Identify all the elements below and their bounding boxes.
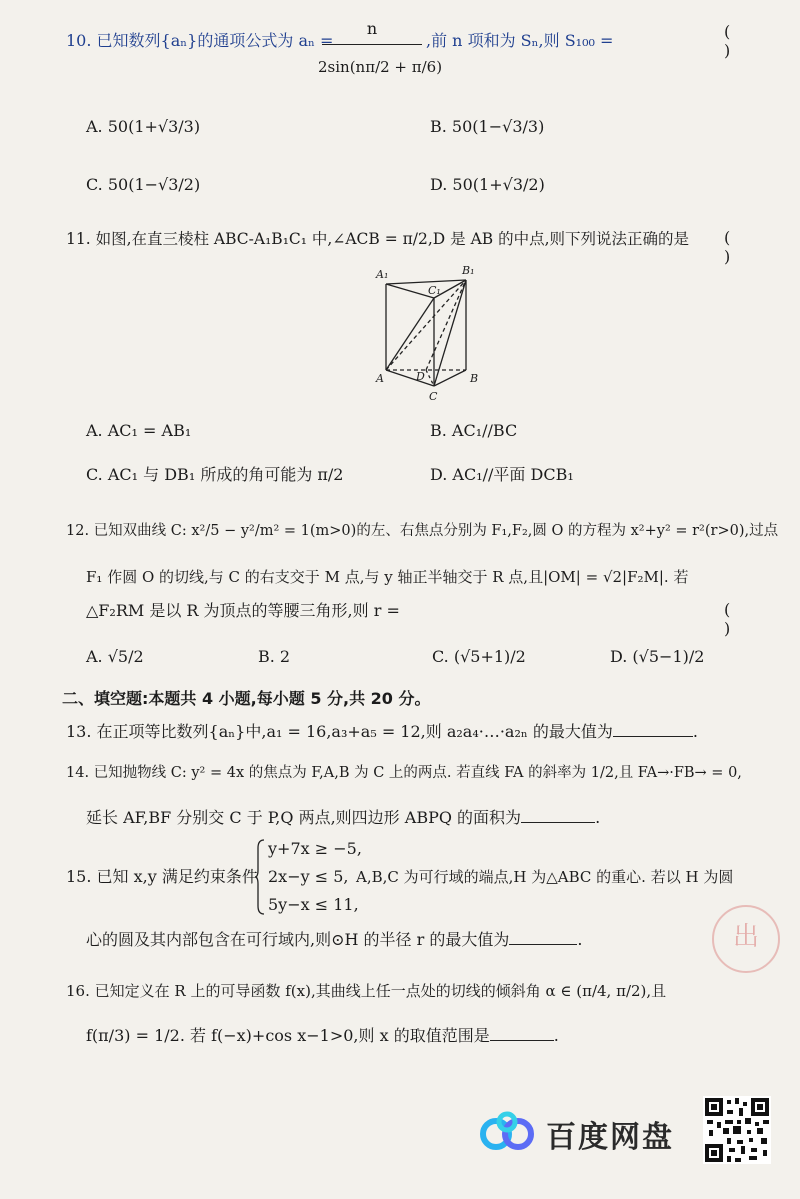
q15-blank <box>509 928 577 945</box>
qr-code-icon <box>703 1096 771 1164</box>
q16-line2-text: f(π/3) = 1/2. 若 f(−x)+cos x−1>0,则 x 的取值范围是 <box>86 1026 490 1045</box>
q15-suffix: A,B,C 为可行域的端点,H 为△ABC 的重心. 若以 H 为圆 <box>356 868 734 886</box>
q15-constraint-2: 2x−y ≤ 5, <box>268 867 349 886</box>
label-b: B <box>470 372 479 385</box>
q15-constraint-1: y+7x ≥ −5, <box>268 839 362 858</box>
red-stamp-mark: 出 <box>712 905 780 973</box>
q16-line2 <box>86 1024 559 1047</box>
q14-line2-text: 延长 AF,BF 分别交 C 于 P,Q 两点,则四边形 ABPQ 的面积为 <box>86 808 522 827</box>
q16-line1: 16. 已知定义在 R 上的可导函数 f(x),其曲线上任一点处的切线的倾斜角 α ∈ (π/4, π/2),且 <box>66 982 667 1000</box>
segment-a-b1 <box>386 280 466 370</box>
q15-prefix: 15. 已知 x,y 满足约束条件 <box>66 867 258 886</box>
edge-c-b <box>434 370 466 386</box>
prism-figure <box>370 262 490 412</box>
q13-line <box>66 720 698 743</box>
q10-stem <box>66 30 333 52</box>
q12-line3: △F₂RM 是以 R 为顶点的等腰三角形,则 r = <box>86 601 400 620</box>
q10-stem-text: 10. 已知数列{aₙ}的通项公式为 aₙ = <box>66 31 334 50</box>
q16-end: . <box>553 1026 559 1045</box>
q11-option-c: C. AC₁ 与 DB₁ 所成的角可能为 π/2 <box>86 465 344 484</box>
q12-answer-paren: ( ) <box>724 600 759 638</box>
label-b1: B₁ <box>462 264 475 277</box>
q11-option-d: D. AC₁//平面 DCB₁ <box>430 465 574 484</box>
q10-formula-num: n <box>366 19 378 38</box>
q10-tail: ,前 n 项和为 Sₙ,则 S₁₀₀ = <box>426 31 614 50</box>
segment-a-c1 <box>386 298 434 370</box>
q15-line2 <box>86 928 582 951</box>
edge-a1-c1 <box>386 284 434 298</box>
label-c: C <box>429 390 438 403</box>
q12-option-d: D. (√5−1)/2 <box>610 647 705 666</box>
q12-line2: F₁ 作圆 O 的切线,与 C 的右支交于 M 点,与 y 轴正半轴交于 R 点,且|OM| = √2|F₂M|. 若 <box>86 568 689 586</box>
q10-fraction-bar <box>322 44 422 45</box>
baidu-netdisk-logo-icon <box>478 1108 538 1154</box>
q13-blank <box>613 720 693 737</box>
baidu-netdisk-brand: 百度网盘 <box>546 1120 674 1155</box>
q12-option-c: C. (√5+1)/2 <box>432 647 526 666</box>
q14-end: . <box>595 808 601 827</box>
label-d: D <box>416 370 425 383</box>
q10-option-d: D. 50(1+√3/2) <box>430 175 545 194</box>
q12-option-b: B. 2 <box>258 647 291 666</box>
q15-line2-text: 心的圆及其内部包含在可行域内,则⊙H 的半径 r 的最大值为 <box>86 930 510 949</box>
q10-option-c: C. 50(1−√3/2) <box>86 175 201 194</box>
q10-formula-den: 2sin(nπ/2 + π/6) <box>318 58 443 76</box>
q15-end: . <box>577 930 583 949</box>
q14-line2 <box>86 806 600 829</box>
edge-a1-b1 <box>386 280 466 284</box>
q11-answer-paren: ( ) <box>724 228 759 266</box>
q13-text: 13. 在正项等比数列{aₙ}中,a₁ = 16,a₃+a₅ = 12,则 a₂a₄·…·a₂ₙ 的最大值为 <box>66 722 613 741</box>
label-c1: C₁ <box>428 284 441 297</box>
q10-answer-paren: ( ) <box>724 22 759 60</box>
label-a1: A₁ <box>376 268 389 281</box>
q15-constraint-3: 5y−x ≤ 11, <box>268 895 359 914</box>
q14-line1: 14. 已知抛物线 C: y² = 4x 的焦点为 F,A,B 为 C 上的两点. 若直线 FA 的斜率为 1/2,且 FA→·FB→ = 0, <box>66 765 742 781</box>
q15-brace <box>254 838 266 916</box>
q10-option-b: B. 50(1−√3/3) <box>430 117 545 136</box>
section-fill-in-heading: 二、填空题:本题共 4 小题,每小题 5 分,共 20 分。 <box>62 689 431 708</box>
q11-option-a: A. AC₁ = AB₁ <box>86 421 192 440</box>
q10-option-a: A. 50(1+√3/3) <box>86 117 201 136</box>
q11-stem: 11. 如图,在直三棱柱 ABC-A₁B₁C₁ 中,∠ACB = π/2,D 是 AB 的中点,则下列说法正确的是 <box>66 230 690 248</box>
q14-blank <box>521 806 595 823</box>
q16-blank <box>490 1024 554 1041</box>
q12-option-a: A. √5/2 <box>86 647 144 666</box>
q12-line1: 12. 已知双曲线 C: x²/5 − y²/m² = 1(m>0)的左、右焦点分别为 F₁,F₂,圆 O 的方程为 x²+y² = r²(r>0),过点 <box>66 523 779 539</box>
q13-end: . <box>692 722 698 741</box>
q11-option-b: B. AC₁//BC <box>430 421 518 440</box>
label-a: A <box>376 372 384 385</box>
